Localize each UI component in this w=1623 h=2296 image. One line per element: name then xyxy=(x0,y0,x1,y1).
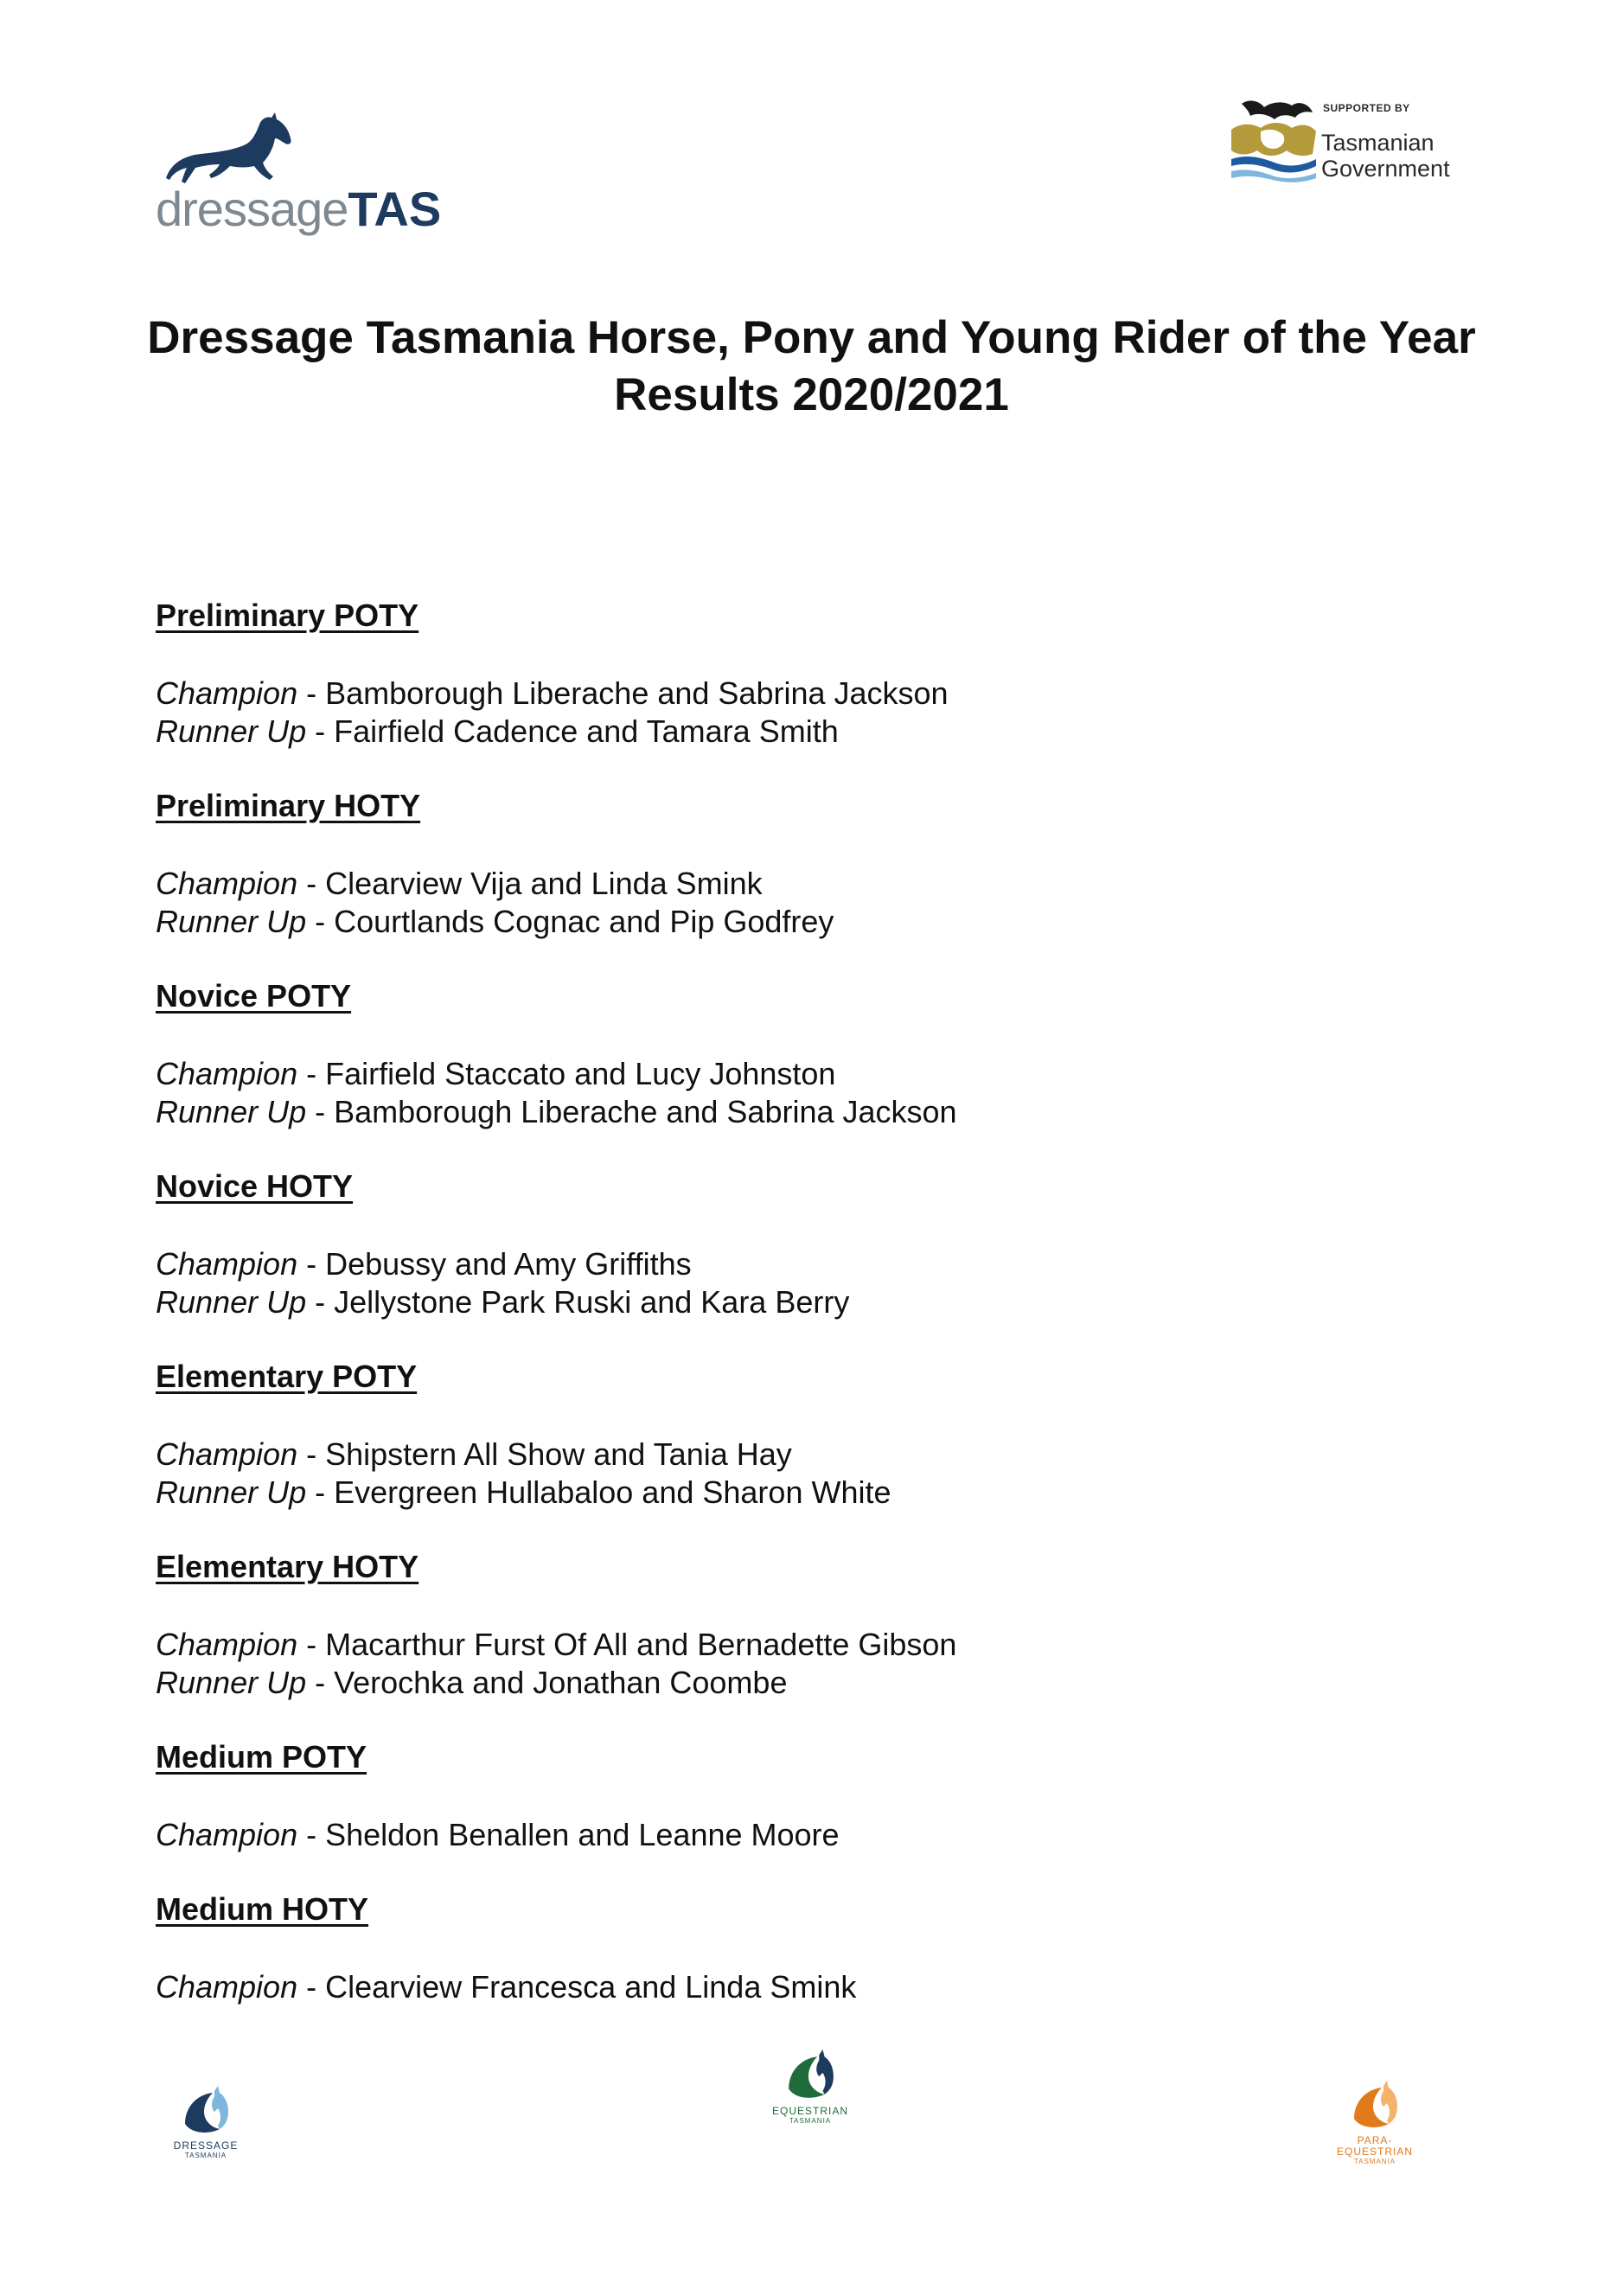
entry-text: - Evergreen Hullabaloo and Sharon White xyxy=(306,1474,891,1510)
result-entry xyxy=(156,1626,1366,1664)
result-entry xyxy=(156,1283,1366,1321)
footer-logo-para-equestrian xyxy=(1323,2081,1427,2166)
entry-role: Runner Up xyxy=(156,904,307,939)
entry-role: Runner Up xyxy=(156,1474,307,1510)
result-entry xyxy=(156,675,1366,713)
result-section xyxy=(156,1167,1366,1321)
section-heading: Novice HOTY xyxy=(156,1168,354,1204)
org-line-1: Tasmanian xyxy=(1321,130,1435,156)
result-section xyxy=(156,1548,1366,1702)
result-entry xyxy=(156,1664,1366,1702)
result-section xyxy=(156,787,1366,941)
section-heading: Elementary POTY xyxy=(156,1359,418,1394)
section-heading: Medium POTY xyxy=(156,1739,367,1775)
org-name xyxy=(1321,130,1450,182)
entry-role: Champion xyxy=(156,1246,298,1282)
horse-head-icon xyxy=(180,2086,232,2136)
entry-text: - Bamborough Liberache and Sabrina Jackson xyxy=(306,1094,957,1129)
section-heading: Preliminary HOTY xyxy=(156,788,421,823)
result-section xyxy=(156,1890,1366,2006)
entry-text: - Fairfield Staccato and Lucy Johnston xyxy=(297,1056,836,1091)
entry-role: Runner Up xyxy=(156,713,307,749)
page-title: Dressage Tasmania Horse, Pony and Young Rider of the Year Results 2020/2021 xyxy=(147,312,1476,420)
tasmanian-government-logo xyxy=(1226,93,1486,189)
tasmanian-devil-logo-icon xyxy=(1226,97,1321,183)
entry-text: - Sheldon Benallen and Leanne Moore xyxy=(297,1817,840,1852)
entry-text: - Bamborough Liberache and Sabrina Jackson xyxy=(297,675,949,711)
section-heading: Preliminary POTY xyxy=(156,598,419,633)
result-entry xyxy=(156,865,1366,903)
result-entry xyxy=(156,1245,1366,1283)
entry-role: Champion xyxy=(156,675,298,711)
footer-logo-sub: TASMANIA xyxy=(789,2117,832,2125)
footer-logo-sub: TASMANIA xyxy=(184,2152,227,2159)
footer-logo-label: DRESSAGE xyxy=(173,2139,239,2152)
result-section xyxy=(156,1358,1366,1512)
entry-role: Champion xyxy=(156,1056,298,1091)
entry-role: Champion xyxy=(156,1627,298,1662)
entry-role: Runner Up xyxy=(156,1665,307,1700)
dressage-tas-logo xyxy=(154,111,442,236)
result-entry xyxy=(156,1055,1366,1093)
horse-head-icon xyxy=(782,2050,839,2101)
entry-role: Champion xyxy=(156,1969,298,2005)
section-heading: Novice POTY xyxy=(156,978,352,1014)
results-list xyxy=(156,597,1366,2006)
entry-text: - Shipstern All Show and Tania Hay xyxy=(297,1436,792,1472)
horse-logo-icon xyxy=(163,111,301,189)
entry-role: Champion xyxy=(156,866,298,901)
result-section xyxy=(156,977,1366,1131)
entry-text: - Debussy and Amy Griffiths xyxy=(297,1246,692,1282)
result-section xyxy=(156,1738,1366,1854)
entry-text: - Jellystone Park Ruski and Kara Berry xyxy=(306,1284,850,1320)
supported-by-label: SUPPORTED BY xyxy=(1323,102,1410,114)
footer-logo-dressage xyxy=(163,2086,249,2160)
result-entry xyxy=(156,713,1366,751)
section-heading: Medium HOTY xyxy=(156,1891,369,1927)
result-section xyxy=(156,597,1366,751)
logo-text-light: dressage xyxy=(156,182,348,236)
entry-text: - Fairfield Cadence and Tamara Smith xyxy=(306,713,839,749)
result-entry xyxy=(156,1474,1366,1512)
result-entry xyxy=(156,1968,1366,2006)
org-line-2: Government xyxy=(1321,156,1450,182)
horse-head-icon xyxy=(1349,2081,1401,2131)
section-heading: Elementary HOTY xyxy=(156,1549,419,1584)
footer-logo-label: PARA-EQUESTRIAN xyxy=(1336,2134,1413,2158)
entry-text: - Macarthur Furst Of All and Bernadette Gibson xyxy=(297,1627,957,1662)
result-entry xyxy=(156,903,1366,941)
result-entry xyxy=(156,1436,1366,1474)
footer-logo-equestrian xyxy=(763,2050,858,2126)
result-entry xyxy=(156,1093,1366,1131)
logo-text-bold: TAS xyxy=(348,182,442,236)
entry-text: - Verochka and Jonathan Coombe xyxy=(306,1665,788,1700)
entry-role: Runner Up xyxy=(156,1094,307,1129)
footer-logo-sub: TASMANIA xyxy=(1353,2158,1396,2165)
entry-text: - Clearview Vija and Linda Smink xyxy=(297,866,763,901)
entry-text: - Clearview Francesca and Linda Smink xyxy=(297,1969,857,2005)
entry-role: Runner Up xyxy=(156,1284,307,1320)
entry-role: Champion xyxy=(156,1817,298,1852)
entry-text: - Courtlands Cognac and Pip Godfrey xyxy=(306,904,834,939)
footer-logo-label: EQUESTRIAN xyxy=(771,2105,848,2117)
entry-role: Champion xyxy=(156,1436,298,1472)
result-entry xyxy=(156,1816,1366,1854)
